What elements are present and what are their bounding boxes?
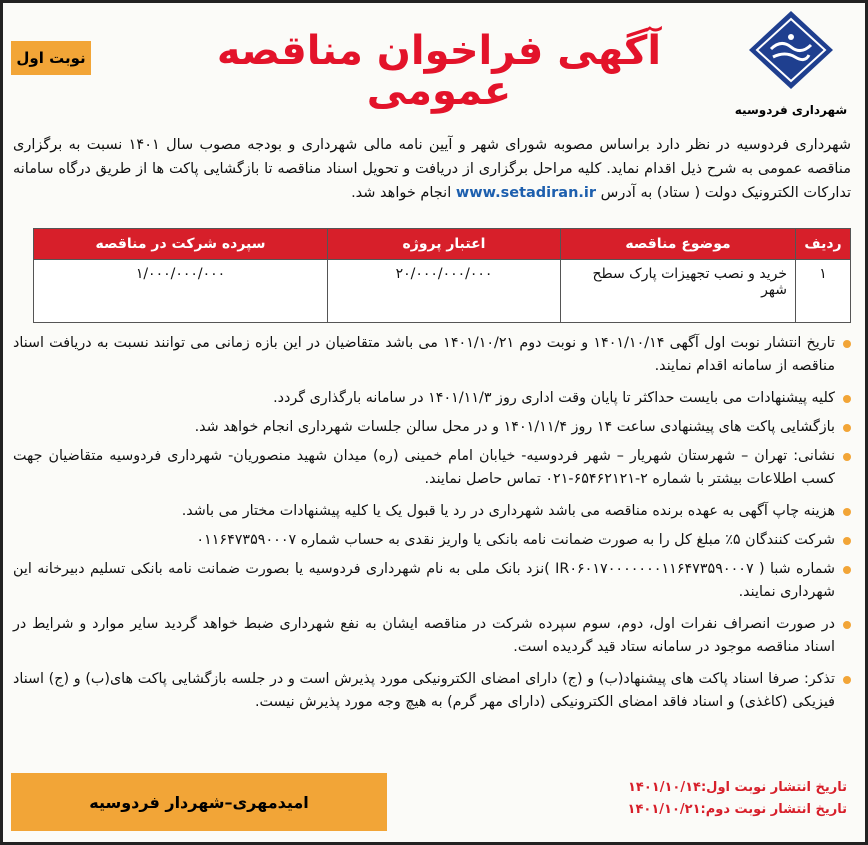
row-deposit: ۱/۰۰۰/۰۰۰/۰۰۰ (34, 260, 328, 323)
list-item: نشانی: تهران – شهرستان شهریار – شهر فردوسیه- خیابان امام خمینی (ره) میدان شهید منصوریان- شهرداری فردوسیه متقاضیان جهت کسب اطلاعات بیشتر با شماره ۲-۶۵۴۶۲۱۲۱-۰۲۱ تماس حاصل نمایند. (13, 445, 851, 491)
list-item: در صورت انصراف نفرات اول، دوم، سوم سپرده شرکت در مناقصه ایشان به نفع شهرداری ضبط خواهد گردید سایر موارد و شرایط در اسناد مناقصه موجود در سامانه ستاد قید گردیده است. (13, 613, 851, 659)
publication-dates (607, 777, 847, 821)
header-row-number: ردیف (796, 229, 851, 260)
list-item: شرکت کنندگان ۵٪ مبلغ کل را به صورت ضمانت نامه بانکی یا واریز نقدی به حساب شماره ۰۱۱۶۴۷۳۵۹۰۰۰۷ (13, 529, 851, 552)
mayor-signature: امیدمهری–شهردار فردوسیه (11, 773, 387, 831)
table-row (34, 260, 851, 323)
list-item: هزینه چاپ آگهی به عهده برنده مناقصه می باشد شهرداری در رد یا قبول یک یا کلیه پیشنهادات مختار می باشد. (13, 500, 851, 523)
intro-paragraph (13, 133, 851, 205)
bullet-dot-icon (843, 537, 851, 545)
municipality-logo (745, 9, 837, 91)
header-project-credit: اعتبار پروژه (328, 229, 561, 260)
bullet-dot-icon (843, 453, 851, 461)
header-deposit: سپرده شرکت در مناقصه (34, 229, 328, 260)
intro-text-end: انجام خواهد شد. (351, 185, 452, 201)
row-number: ۱ (796, 260, 851, 323)
bullet-dot-icon (843, 395, 851, 403)
first-publish-date: تاریخ انتشار نوبت اول:۱۴۰۱/۱۰/۱۴ (628, 780, 847, 795)
conditions-list (13, 332, 851, 723)
row-project-credit: ۲۰/۰۰۰/۰۰۰/۰۰۰ (328, 260, 561, 323)
intro-text: شهرداری فردوسیه در نظر دارد براساس مصوبه شورای شهر و آیین نامه مالی شهرداری و بودجه مصوب سال ۱۴۰۱ نسبت به برگزاری مناقصه عمومی به شرح ذیل اقدام نماید. کلیه مراحل برگزاری از دریافت و تحویل اسناد مناقصه تا بازگشایی پاکت ها از طریق درگاه سامانه تدارکات الکترونیک دولت ( ستاد) به آدرس (13, 137, 851, 201)
website-link[interactable]: www.setadiran.ir (455, 185, 597, 201)
bullet-dot-icon (843, 566, 851, 574)
bullet-dot-icon (843, 340, 851, 348)
bullet-dot-icon (843, 676, 851, 684)
publication-round-badge: نوبت اول (11, 41, 91, 75)
list-item: شماره شبا ( IR۰۶۰۱۷۰۰۰۰۰۰۰۱۱۶۴۷۳۵۹۰۰۰۷ )نزد بانک ملی به نام شهرداری فردوسیه یا بصورت ضمانت نامه بانکی تسلیم دبیرخانه این شهرداری نمایند. (13, 558, 851, 604)
list-item: کلیه پیشنهادات می بایست حداکثر تا پایان وقت اداری روز ۱۴۰۱/۱۱/۳ در سامانه بارگذاری گردد. (13, 387, 851, 410)
logo-emblem-icon (745, 9, 837, 91)
row-subject: خرید و نصب تجهیزات پارک سطح شهر (561, 260, 796, 323)
header-subject: موضوع مناقصه (561, 229, 796, 260)
notice-title: آگهی فراخوان مناقصه عمومی (216, 28, 662, 114)
bullet-dot-icon (843, 424, 851, 432)
second-publish-date: تاریخ انتشار نوبت دوم:۱۴۰۱/۱۰/۲۱ (627, 802, 847, 817)
tender-table (33, 228, 851, 323)
list-item: بازگشایی پاکت های پیشنهادی ساعت ۱۴ روز ۱۴۰۱/۱۱/۴ و در محل سالن جلسات شهرداری انجام خواهد شد. (13, 416, 851, 439)
bullet-dot-icon (843, 621, 851, 629)
list-item: تذکر: صرفا اسناد پاکت های پیشنهاد(ب) و (ج) دارای امضای الکترونیکی مورد پذیرش است و در جلسه بازگشایی پاکت های(ب) و (ج) اسناد فیزیکی (کاغذی) و اسناد فاقد امضای الکترونیکی (دارای مهر گرم) به هیچ وجه مورد پذیرش نیست. (13, 668, 851, 714)
bullet-dot-icon (843, 508, 851, 516)
organization-name: شهرداری فردوسیه (734, 103, 848, 117)
table-header-row (34, 229, 851, 260)
list-item: تاریخ انتشار نوبت اول آگهی ۱۴۰۱/۱۰/۱۴ و نوبت دوم ۱۴۰۱/۱۰/۲۱ می باشد متقاضیان در این بازه زمانی می توانند نسبت به دریافت اسناد مناقصه از سامانه اقدام نمایند. (13, 332, 851, 378)
